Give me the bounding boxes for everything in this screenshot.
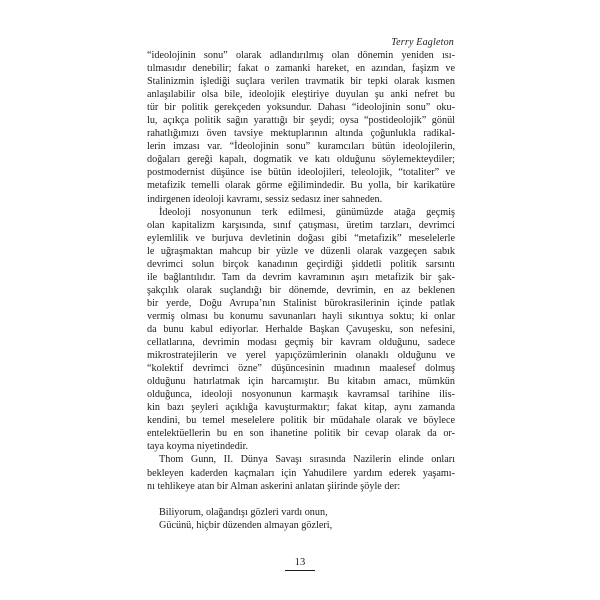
text-line: anlaşılabilir olsa bile, ideolojik eleştiriye duyulan şu anki nefret bu: [147, 89, 455, 101]
text-line: rahatlığımızı öven tavsiye mektuplarının altında çoğunlukla radikal-: [147, 128, 455, 140]
text-line: lu, açıkça politik sağın yarattığı bir şeydi; oysa “postideolojik” gönül: [147, 115, 455, 127]
verse-spacer: [147, 493, 455, 506]
text-line: entelektüellerin bu en son ihanetine politik bir cevap olarak da or-: [147, 428, 455, 440]
text-line: bir yerde, Doğu Avrupa’nın Stalinist bürokrasilerinin içinde patlak: [147, 297, 455, 309]
text-line: mikrostratejilerin ve yerel yapıçözümlerinin olanaklı olduğunu ve: [147, 350, 455, 362]
text-line: bekleyen kaderden kaçmaları için Yahudilere yardım ederek yaşamı-: [147, 467, 455, 479]
text-line: olduğunu hatırlatmak için harcamıştır. Bu kitabın amacı, mümkün: [147, 376, 455, 388]
paragraph: [147, 453, 455, 492]
verse-block: [147, 506, 455, 532]
text-line: şakçılık olarak suçlandığı bir dönemde, devrimin, en az beklenen: [147, 284, 455, 296]
text-line: “ideolojinin sonu” olarak adlandırılmış olan dönemin yeniden ısı-: [147, 50, 455, 61]
running-head-author: Terry Eagleton: [391, 37, 454, 48]
paragraph: [147, 206, 455, 454]
text-line: nı tehlikeye atan bir Alman askerini anlatan şiirinde şöyle der:: [147, 480, 401, 492]
verse-line: Gücünü, hiçbir düzenden almayan gözleri,: [159, 519, 333, 531]
paragraph: [147, 49, 455, 206]
text-line: kin bazı şeyleri açıklığa kavuşturmaktır; fakat kitap, aynı zamanda: [147, 402, 455, 414]
text-line: le uğraşmaktan mahcup bir yüzle ve düzenli olarak vazgeçen sabık: [147, 245, 455, 257]
text-line: Thom Gunn, II. Dünya Savaşı sırasında Nazilerin elinde onları: [159, 454, 455, 466]
text-line: taya koyma niyetindedir.: [147, 441, 248, 453]
text-line: postmodernist düşünce ise bütün ideolojileri, teleolojik, “totaliter” ve: [147, 167, 455, 179]
text-line: “kolektif devrimci özne” düşüncesinin mıadının maalesef dolmuş: [147, 363, 455, 375]
verse-line: Biliyorum, olağandışı gözleri vardı onun,: [159, 506, 328, 518]
body-text: [147, 49, 455, 532]
page-number: 13: [285, 557, 315, 571]
paragraphs-container: [147, 49, 455, 493]
text-line: Stalinizmin işlediği suçlara verilen travmatik bir tepki olarak kısmen: [147, 76, 455, 88]
text-line: ile bağlantılıdır. Tam da devrim kavramının aşırı metafizik bir şak-: [147, 271, 455, 283]
text-line: tılmasıdır denebilir; fakat o zamanki hareket, en azından, faşizm ve: [147, 63, 455, 75]
text-line: eylemlilik ve burjuva devletinin doğası gibi “metafizik” meselelerle: [147, 232, 455, 244]
text-line: indirgenen ideoloji kavramı, sessiz sedasız iner sahneden.: [147, 193, 383, 205]
text-line: lerin imzası var. “İdeolojinin sonu” kuramcıları bütün ideolojilerin,: [147, 141, 455, 153]
text-line: olduğunca, ideoloji nosyonunun karmaşık kavramsal tarihine ilis-: [147, 389, 455, 401]
text-line: kendini, bu temel meselelere politik bir müdahale olarak ve böylece: [147, 415, 455, 427]
text-line: doğaları gereği kapalı, dogmatik ve katı olduğunu söylemekteydiler;: [147, 154, 455, 166]
text-line: vermiş olması bu konumu savunanları hayli sıkıntıya soktu; ki onlar: [147, 310, 455, 322]
text-line: olan kapitalizm karşısında, sınıf çatışması, üretim tarzları, devrimci: [147, 219, 455, 231]
text-line: da bunu kabul ediyorlar. Herhalde Başkan Çavuşesku, son nefesini,: [147, 323, 455, 335]
text-line: tür bir politik gerekçeden yoksundur. Dahası “ideolojinin sonu” oku-: [147, 102, 455, 114]
text-line: devrimci solun birçok kanadının geçirdiği şiddetli politik sarsıntı: [147, 258, 455, 270]
text-line: cellatlarına, devrimin modası geçmiş bir kavram olduğunu, sadece: [147, 337, 455, 349]
text-line: metafizik temelli olarak görme eğilimindedir. Bu yolla, bir karikatüre: [147, 180, 455, 192]
text-line: İdeoloji nosyonunun terk edilmesi, günümüzde atağa geçmiş: [159, 206, 455, 218]
